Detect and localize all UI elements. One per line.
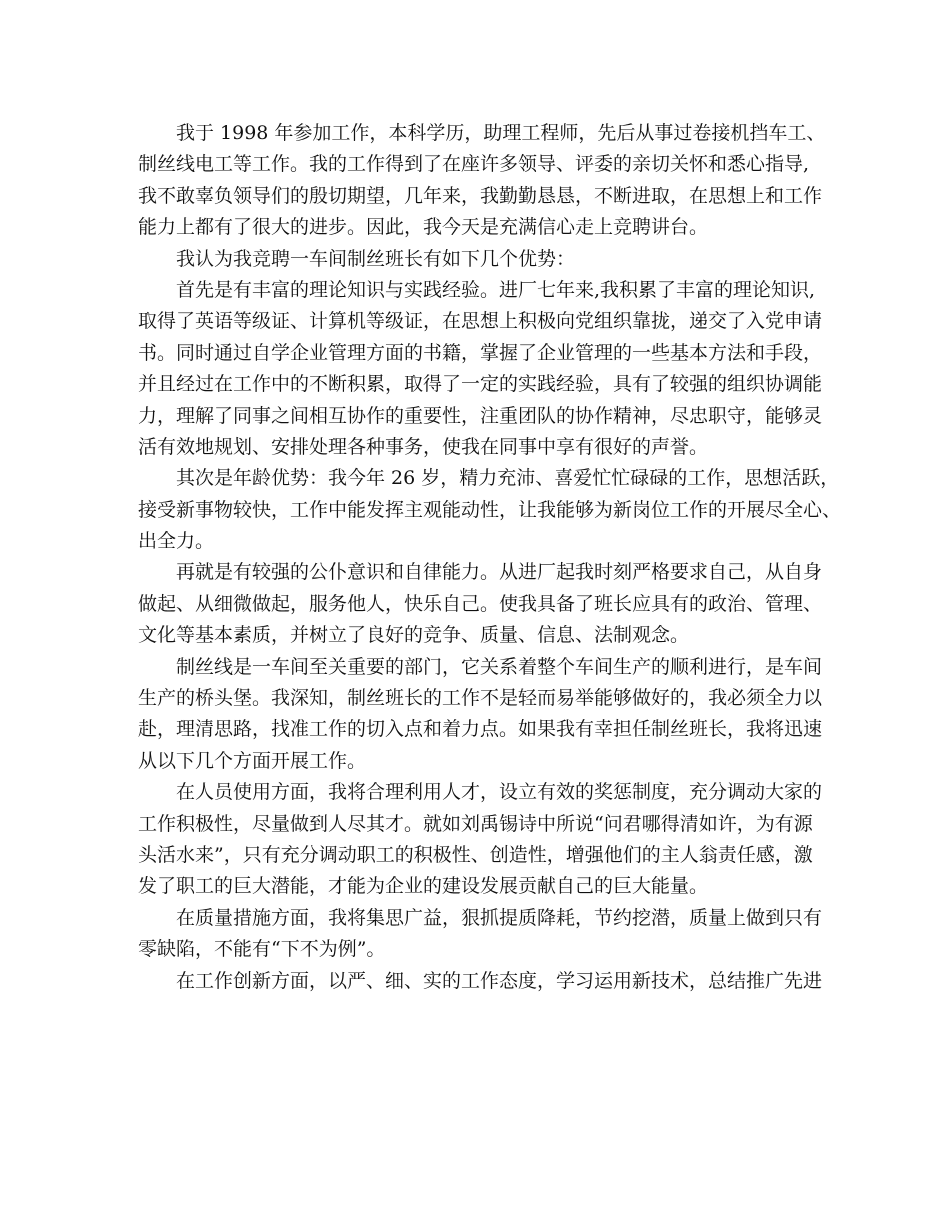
- paragraph-line: 其次是年龄优势：我今年 26 岁，精力充沛、喜爱忙忙碌碌的工作，思想活跃，: [176, 467, 840, 490]
- paragraph-line: 力，理解了同事之间相互协作的重要性，注重团队的协作精神，尽忠职守，能够灵: [138, 404, 823, 427]
- paragraph-line: 从以下几个方面开展工作。: [138, 749, 367, 772]
- paragraph-line: 头活水来”，只有充分调动职工的积极性、创造性，增强他们的主人翁责任感，激: [138, 843, 813, 866]
- paragraph-line: 取得了英语等级证、计算机等级证，在思想上积极向党组织靠拢，递交了入党申请: [138, 310, 823, 333]
- paragraph-line: 在人员使用方面，我将合理利用人才，设立有效的奖惩制度，充分调动大家的: [176, 781, 823, 804]
- paragraph-line: 能力上都有了很大的进步。因此，我今天是充满信心走上竞聘讲台。: [138, 216, 709, 239]
- paragraph-line: 做起、从细微做起，服务他人，快乐自己。使我具备了班长应具有的政治、管理、: [138, 592, 823, 615]
- paragraph-line: 制丝线电工等工作。我的工作得到了在座许多领导、评委的亲切关怀和悉心指导,: [138, 153, 810, 176]
- paragraph-line: 我不敢辜负领导们的殷切期望，几年来，我勤勤恳恳，不断进取，在思想上和工作: [138, 184, 823, 207]
- paragraph-line: 再就是有较强的公仆意识和自律能力。从进厂起我时刻严格要求自己，从自身: [176, 561, 823, 584]
- paragraph-line: 接受新事物较快，工作中能发挥主观能动性，让我能够为新岗位工作的开展尽全心、: [138, 498, 842, 521]
- paragraph-line: 发了职工的巨大潜能，才能为企业的建设发展贡献自己的巨大能量。: [138, 875, 709, 898]
- paragraph-line: 并且经过在工作中的不断积累，取得了一定的实践经验，具有了较强的组织协调能: [138, 373, 823, 396]
- paragraph-line: 出全力。: [138, 530, 215, 553]
- paragraph-line: 工作积极性，尽量做到人尽其才。就如刘禹锡诗中所说“问君哪得清如许，为有源: [138, 812, 813, 835]
- paragraph-line: 在工作创新方面，以严、细、实的工作态度，学习运用新技术，总结推广先进: [176, 969, 823, 992]
- paragraph-line: 制丝线是一车间至关重要的部门，它关系着整个车间生产的顺利进行，是车间: [176, 655, 823, 678]
- paragraph-line: 我于 1998 年参加工作，本科学历，助理工程师，先后从事过卷接机挡车工、: [176, 122, 826, 144]
- paragraph-line: 零缺陷，不能有“下不为例”。: [138, 938, 386, 961]
- body-text: [138, 118, 842, 997]
- paragraph-line: 生产的桥头堡。我深知，制丝班长的工作不是轻而易举能够做好的，我必须全力以: [138, 687, 823, 710]
- paragraph-line: 我认为我竞聘一车间制丝班长有如下几个优势：: [176, 247, 576, 270]
- paragraph-line: 文化等基本素质，并树立了良好的竞争、质量、信息、法制观念。: [138, 624, 690, 647]
- paragraph-line: 书。同时通过自学企业管理方面的书籍，掌握了企业管理的一些基本方法和手段，: [138, 341, 823, 364]
- paragraph-line: 在质量措施方面，我将集思广益，狠抓提质降耗，节约挖潜，质量上做到只有: [176, 906, 823, 929]
- paragraph-line: 首先是有丰富的理论知识与实践经验。进厂七年来,我积累了丰富的理论知识,: [176, 278, 816, 301]
- paragraph-line: 赴，理清思路，找准工作的切入点和着力点。如果我有幸担任制丝班长，我将迅速: [138, 718, 823, 741]
- paragraph-line: 活有效地规划、安排处理各种事务，使我在同事中享有很好的声誉。: [138, 435, 709, 458]
